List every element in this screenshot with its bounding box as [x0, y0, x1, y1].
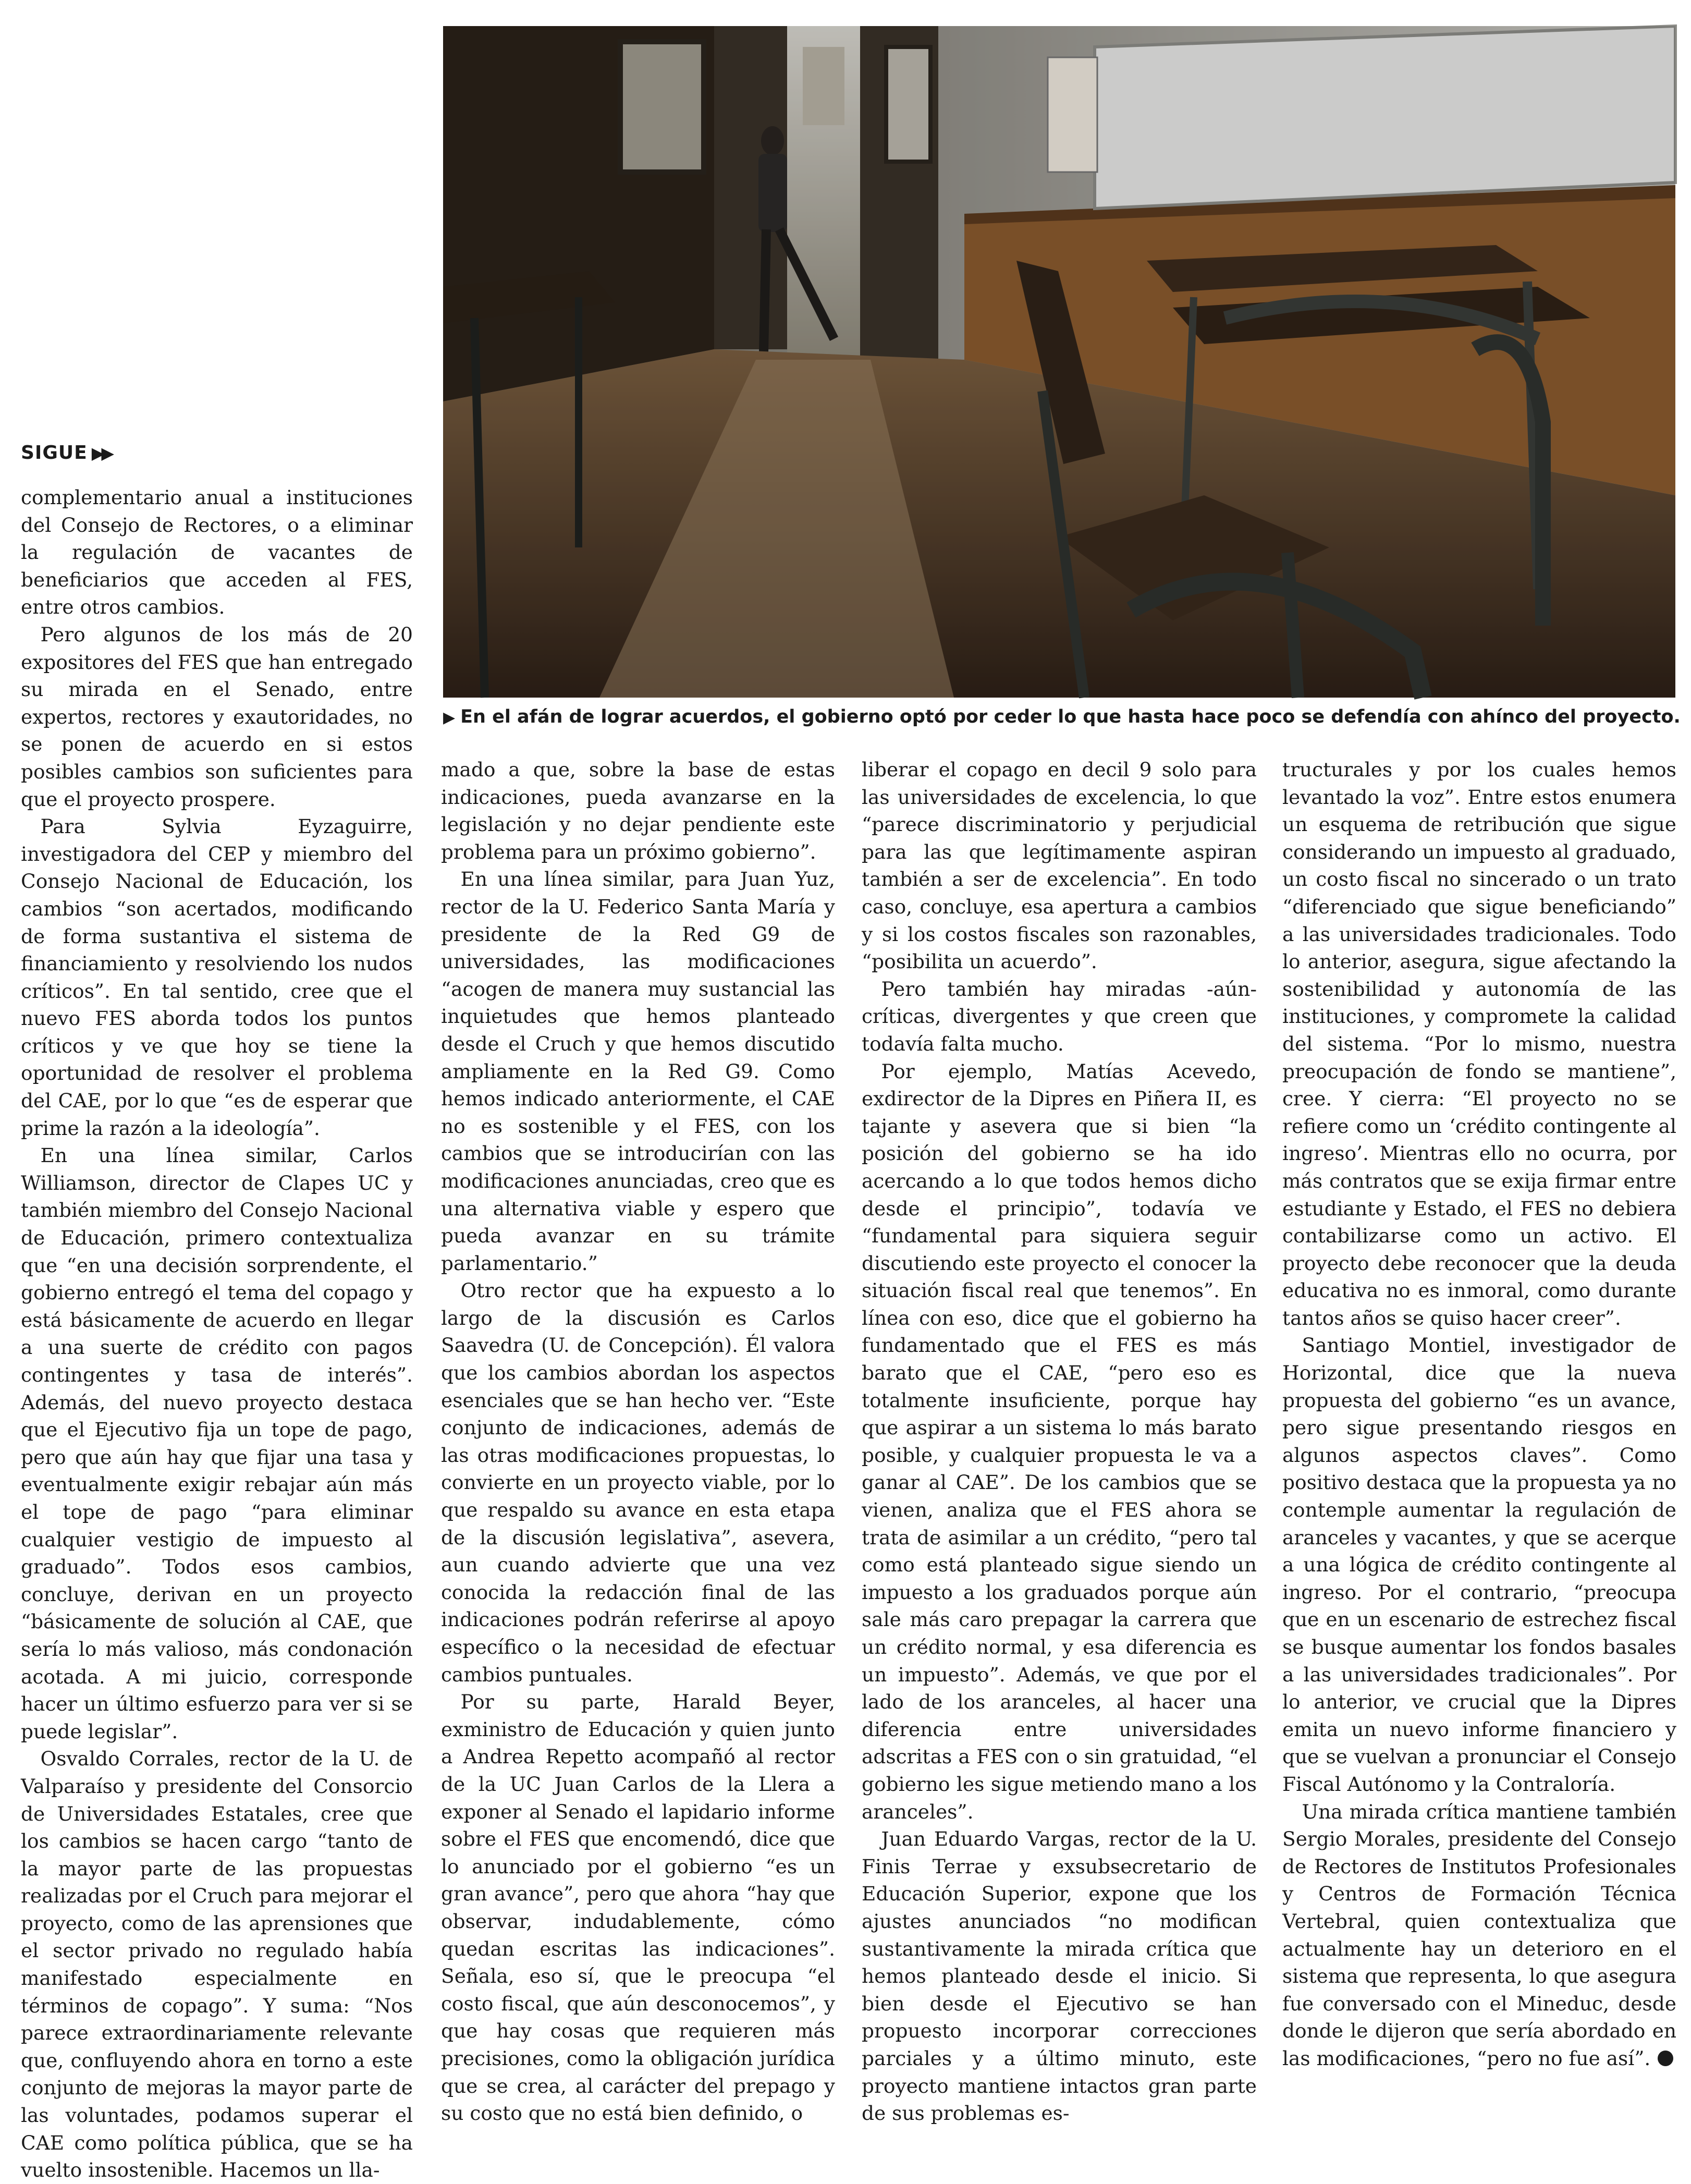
- paragraph: Santiago Montiel, investigador de Horizontal, dice que la nueva propuesta del gobierno “es un avance, pero sigue presentando riesgos en algunos aspectos claves”. Como positivo destaca que la propuesta ya no contemple aumentar la regulación de aranceles y vacantes, y que se acerque a una lógica de crédito contingente al ingreso. Por el contrario, “preocupa que en un escenario de estrechez fiscal se busque aumentar los fondos basales a las universidades tradicionales”. Por lo anterior, ve crucial que la Dipres emita un nuevo informe financiero y que se vuelvan a pronunciar el Consejo Fiscal Autónomo y la Contraloría.: [1282, 1334, 1676, 1796]
- paragraph: Otro rector que ha expuesto a lo largo de la discusión es Carlos Saavedra (U. de Concepción). Él valora que los cambios abordan los aspectos esenciales que se han hecho ver. “Este conjunto de indicaciones, además de las otras modificaciones propuestas, lo convierte en un proyecto viable, por lo que respaldo su avance en esta etapa de la discusión legislativa”, asevera, aun cuando advierte que una vez conocida la redacción final de las indicaciones podrán referirse al apoyo específico o la necesidad de efectuar cambios puntuales.: [441, 1279, 835, 1686]
- caption-text: En el afán de lograr acuerdos, el gobierno optó por ceder lo que hasta hace poco se defendía con ahínco del proyecto.: [460, 706, 1681, 727]
- continued-label: SIGUE: [21, 442, 88, 463]
- photo-caption: [443, 705, 1681, 730]
- double-arrow-icon: ▶▶: [91, 443, 111, 463]
- article-column-1: [21, 484, 413, 2182]
- continued-marker: [21, 442, 111, 463]
- paragraph: Juan Eduardo Vargas, rector de la U. Finis Terrae y exsubsecretario de Educación Superior, expone que los ajustes anunciados “no modifican sustantivamente la mirada crítica que hemos planteado desde el inicio. Si bien desde el Ejecutivo se han propuesto incorporar correcciones parciales y a último minuto, este proyecto mantiene intactos gran parte de sus problemas es-: [862, 1827, 1257, 2125]
- article-column-2: [441, 756, 835, 2125]
- paragraph: tructurales y por los cuales hemos levantado la voz”. Entre estos enumera un esquema de retribución que sigue considerando un impuesto al graduado, un costo fiscal no sincerado o un trato “diferenciado que sigue beneficiando” a las universidades tradicionales. Todo lo anterior, asegura, sigue afectando la sostenibilidad y autonomía de las instituciones, y compromete la calidad del sistema. “Por lo mismo, nuestra preocupación de fondo se mantiene”, cree. Y cierra: “El proyecto no se refiere como un ‘crédito contingente al ingreso’. Mientras ello no ocurra, por más contratos que se exija firmar entre estudiante y Estado, el FES no debiera contabilizarse como un activo. El proyecto debe reconocer que la deuda educativa no es inmoral, como durante tantos años se quiso hacer creer”.: [1282, 758, 1676, 1329]
- article-photo: [443, 26, 1675, 698]
- paragraph-text: Una mirada crítica mantiene también Sergio Morales, presidente del Consejo de Rectores de Institutos Profesionales y Centros de Formación Técnica Vertebral, quien contextualiza que actualmente hay un deterioro en el sistema que representa, lo que asegura fue conversado con el Mineduc, desde donde le dijeron que sería abordado en las modificaciones, “pero no fue así”.: [1282, 1800, 1676, 2070]
- paragraph: complementario anual a instituciones del Consejo de Rectores, o a eliminar la regulación de vacantes de beneficiarios que acceden al FES, entre otros cambios.: [21, 486, 413, 619]
- paragraph: En una línea similar, para Juan Yuz, rector de la U. Federico Santa María y presidente de la Red G9 de universidades, las modificaciones “acogen de manera muy sustancial las inquietudes que hemos planteado desde el Cruch y que hemos discutido ampliamente en la Red G9. Como hemos indicado anteriormente, el CAE no es sostenible y el FES, con los cambios que se introducirían con las modificaciones anunciadas, creo que es una alternativa viable y espero que pueda avanzar en su trámite parlamentario.”: [441, 868, 835, 1275]
- paragraph: [1282, 1798, 1676, 2072]
- article-column-3: [862, 756, 1257, 2125]
- paragraph: Para Sylvia Eyzaguirre, investigadora del CEP y miembro del Consejo Nacional de Educación, los cambios “son acertados, modificando de forma sustantiva el sistema de financiamiento y resolviendo los nudos críticos”. En tal sentido, cree que el nuevo FES aborda todos los puntos críticos y ve que hoy se tiene la oportunidad de resolver el problema del CAE, por lo que “es de esperar que prime la razón a la ideología”.: [21, 815, 413, 1140]
- classroom-photo-illustration: [443, 26, 1675, 698]
- caption-arrow-icon: ▶: [443, 709, 456, 727]
- paragraph: Pero también hay miradas -aún- críticas, divergentes y que creen que todavía falta mucho.: [862, 977, 1257, 1055]
- paragraph: En una línea similar, Carlos Williamson, director de Clapes UC y también miembro del Consejo Nacional de Educación, primero contextualiza que “en una decisión sorprendente, el gobierno entregó el tema del copago y está básicamente de acuerdo en llegar a una suerte de crédito con pagos contingentes y tasa de interés”. Además, del nuevo proyecto destaca que el Ejecutivo fija un tope de pago, pero que aún hay que fijar una tasa y eventualmente exigir rebajar aún más el tope de pago “para eliminar cualquier vestigio de impuesto al graduado”. Todos esos cambios, concluye, derivan en un proyecto “básicamente de solución al CAE, que sería lo más valioso, más condonación acotada. A mi juicio, corresponde hacer un último esfuerzo para ver si se puede legislar”.: [21, 1144, 413, 1743]
- end-of-article-icon: [1658, 2051, 1673, 2066]
- paragraph: Osvaldo Corrales, rector de la U. de Valparaíso y presidente del Consorcio de Universidades Estatales, cree que los cambios se hacen cargo “tanto de la mayor parte de las propuestas realizadas por el Cruch para mejorar el proyecto, como de las aprensiones que el sector privado no regulado había manifestado especialmente en términos de copago”. Y suma: “Nos parece extraordinariamente relevante que, confluyendo ahora en torno a este conjunto de mejoras la mayor parte de las voluntades, podamos superar el CAE como política pública, que se ha vuelto insostenible. Hacemos un lla-: [21, 1747, 413, 2182]
- paragraph: liberar el copago en decil 9 solo para las universidades de excelencia, lo que “parece discriminatorio y perjudicial para las que legítimamente aspiran también a ser de excelencia”. En todo caso, concluye, esa apertura a cambios y si los costos fiscales son razonables, “posibilita un acuerdo”.: [862, 758, 1257, 973]
- paragraph: Pero algunos de los más de 20 expositores del FES que han entregado su mirada en el Senado, entre expertos, rectores y exautoridades, no se ponen de acuerdo en si estos posibles cambios son suficientes para que el proyecto prospere.: [21, 623, 413, 811]
- paragraph: Por su parte, Harald Beyer, exministro de Educación y quien junto a Andrea Repetto acompañó al rector de la UC Juan Carlos de la Llera a exponer al Senado el lapidario informe sobre el FES que encomendó, dice que lo anunciado por el gobierno “es un gran avance”, pero que ahora “hay que observar, indudablemente, cómo quedan escritas las indicaciones”. Señala, eso sí, que le preocupa “el costo fiscal, que aún desconocemos”, y que hay cosas que requieren más precisiones, como la obligación jurídica que se crea, al carácter del prepago y su costo que no está bien definido, o: [441, 1690, 835, 2125]
- paragraph: Por ejemplo, Matías Acevedo, exdirector de la Dipres en Piñera II, es tajante y asevera que si bien “la posición del gobierno se ha ido acercando a lo que todos hemos dicho desde el principio”, todavía ve “fundamental para siquiera seguir discutiendo este proyecto el conocer la situación fiscal real que tenemos”. En línea con eso, dice que el gobierno ha fundamentado que el FES es más barato que el CAE, “pero eso es totalmente insuficiente, porque hay que aspirar a un sistema lo más barato posible, y cualquier propuesta le va a ganar al CAE”. De los cambios que se vienen, analiza que el FES ahora se trata de asimilar a un crédito, “pero tal como está planteado sigue siendo un impuesto a los graduados porque aún sale más caro prepagar la carrera que un crédito normal, y esa diferencia es un impuesto”. Además, ve que por el lado de los aranceles, al hacer una diferencia entre universidades adscritas a FES con o sin gratuidad, “el gobierno les sigue metiendo mano a los aranceles”.: [862, 1059, 1257, 1823]
- paragraph: mado a que, sobre la base de estas indicaciones, pueda avanzarse en la legislación y no dejar pendiente este problema para un próximo gobierno”.: [441, 758, 835, 863]
- article-column-4: [1282, 756, 1676, 2070]
